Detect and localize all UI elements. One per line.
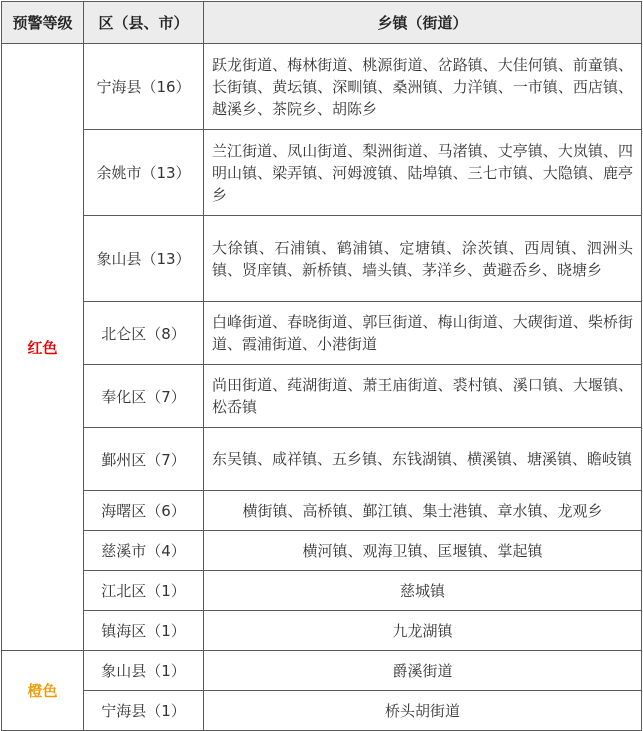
towns-cell: 大徐镇、石浦镇、鹤浦镇、定塘镇、涂茨镇、西周镇、泗洲头镇、贤庠镇、新桥镇、墙头镇、茅洋乡、黄避岙乡、晓塘乡 <box>204 216 642 302</box>
towns-cell: 白峰街道、春晓街道、郭巨街道、梅山街道、大碶街道、柴桥街道、霞浦街道、小港街道 <box>204 302 642 365</box>
district-cell: 余姚市（13） <box>84 130 204 216</box>
towns-cell: 东吴镇、咸祥镇、五乡镇、东钱湖镇、横溪镇、塘溪镇、瞻岐镇 <box>204 428 642 491</box>
header-level: 预警等级 <box>2 2 84 44</box>
table-row <box>2 44 642 130</box>
table-body <box>2 44 642 731</box>
table-row <box>2 691 642 731</box>
district-cell: 奉化区（7） <box>84 365 204 428</box>
header-district: 区（县、市） <box>84 2 204 44</box>
district-cell: 宁海县（1） <box>84 691 204 731</box>
district-cell: 鄞州区（7） <box>84 428 204 491</box>
warning-level-cell: 红色 <box>2 44 84 651</box>
header-towns: 乡镇（街道） <box>204 2 642 44</box>
district-cell: 镇海区（1） <box>84 611 204 651</box>
table-row <box>2 216 642 302</box>
district-cell: 海曙区（6） <box>84 491 204 531</box>
towns-cell: 尚田街道、莼湖街道、萧王庙街道、裘村镇、溪口镇、大堰镇、松岙镇 <box>204 365 642 428</box>
table-row <box>2 611 642 651</box>
table-row <box>2 130 642 216</box>
table-row <box>2 651 642 691</box>
district-cell: 江北区（1） <box>84 571 204 611</box>
district-cell: 北仑区（8） <box>84 302 204 365</box>
table-row <box>2 365 642 428</box>
table-row <box>2 428 642 491</box>
towns-cell: 横河镇、观海卫镇、匡堰镇、掌起镇 <box>204 531 642 571</box>
towns-cell: 跃龙街道、梅林街道、桃源街道、岔路镇、大佳何镇、前童镇、长街镇、黄坛镇、深甽镇、桑洲镇、力洋镇、一市镇、西店镇、越溪乡、茶院乡、胡陈乡 <box>204 44 642 130</box>
towns-cell: 九龙湖镇 <box>204 611 642 651</box>
towns-cell: 横街镇、高桥镇、鄞江镇、集士港镇、章水镇、龙观乡 <box>204 491 642 531</box>
district-cell: 象山县（1） <box>84 651 204 691</box>
towns-cell: 爵溪街道 <box>204 651 642 691</box>
towns-cell: 兰江街道、凤山街道、梨洲街道、马渚镇、丈亭镇、大岚镇、四明山镇、梁弄镇、河姆渡镇、陆埠镇、三七市镇、大隐镇、鹿亭乡 <box>204 130 642 216</box>
district-cell: 慈溪市（4） <box>84 531 204 571</box>
district-cell: 宁海县（16） <box>84 44 204 130</box>
warning-level-cell: 橙色 <box>2 651 84 731</box>
table-row <box>2 302 642 365</box>
header-row <box>2 2 642 44</box>
towns-cell: 桥头胡街道 <box>204 691 642 731</box>
table-row <box>2 531 642 571</box>
table-row <box>2 571 642 611</box>
district-cell: 象山县（13） <box>84 216 204 302</box>
warning-table <box>1 1 642 731</box>
table-row <box>2 491 642 531</box>
towns-cell: 慈城镇 <box>204 571 642 611</box>
